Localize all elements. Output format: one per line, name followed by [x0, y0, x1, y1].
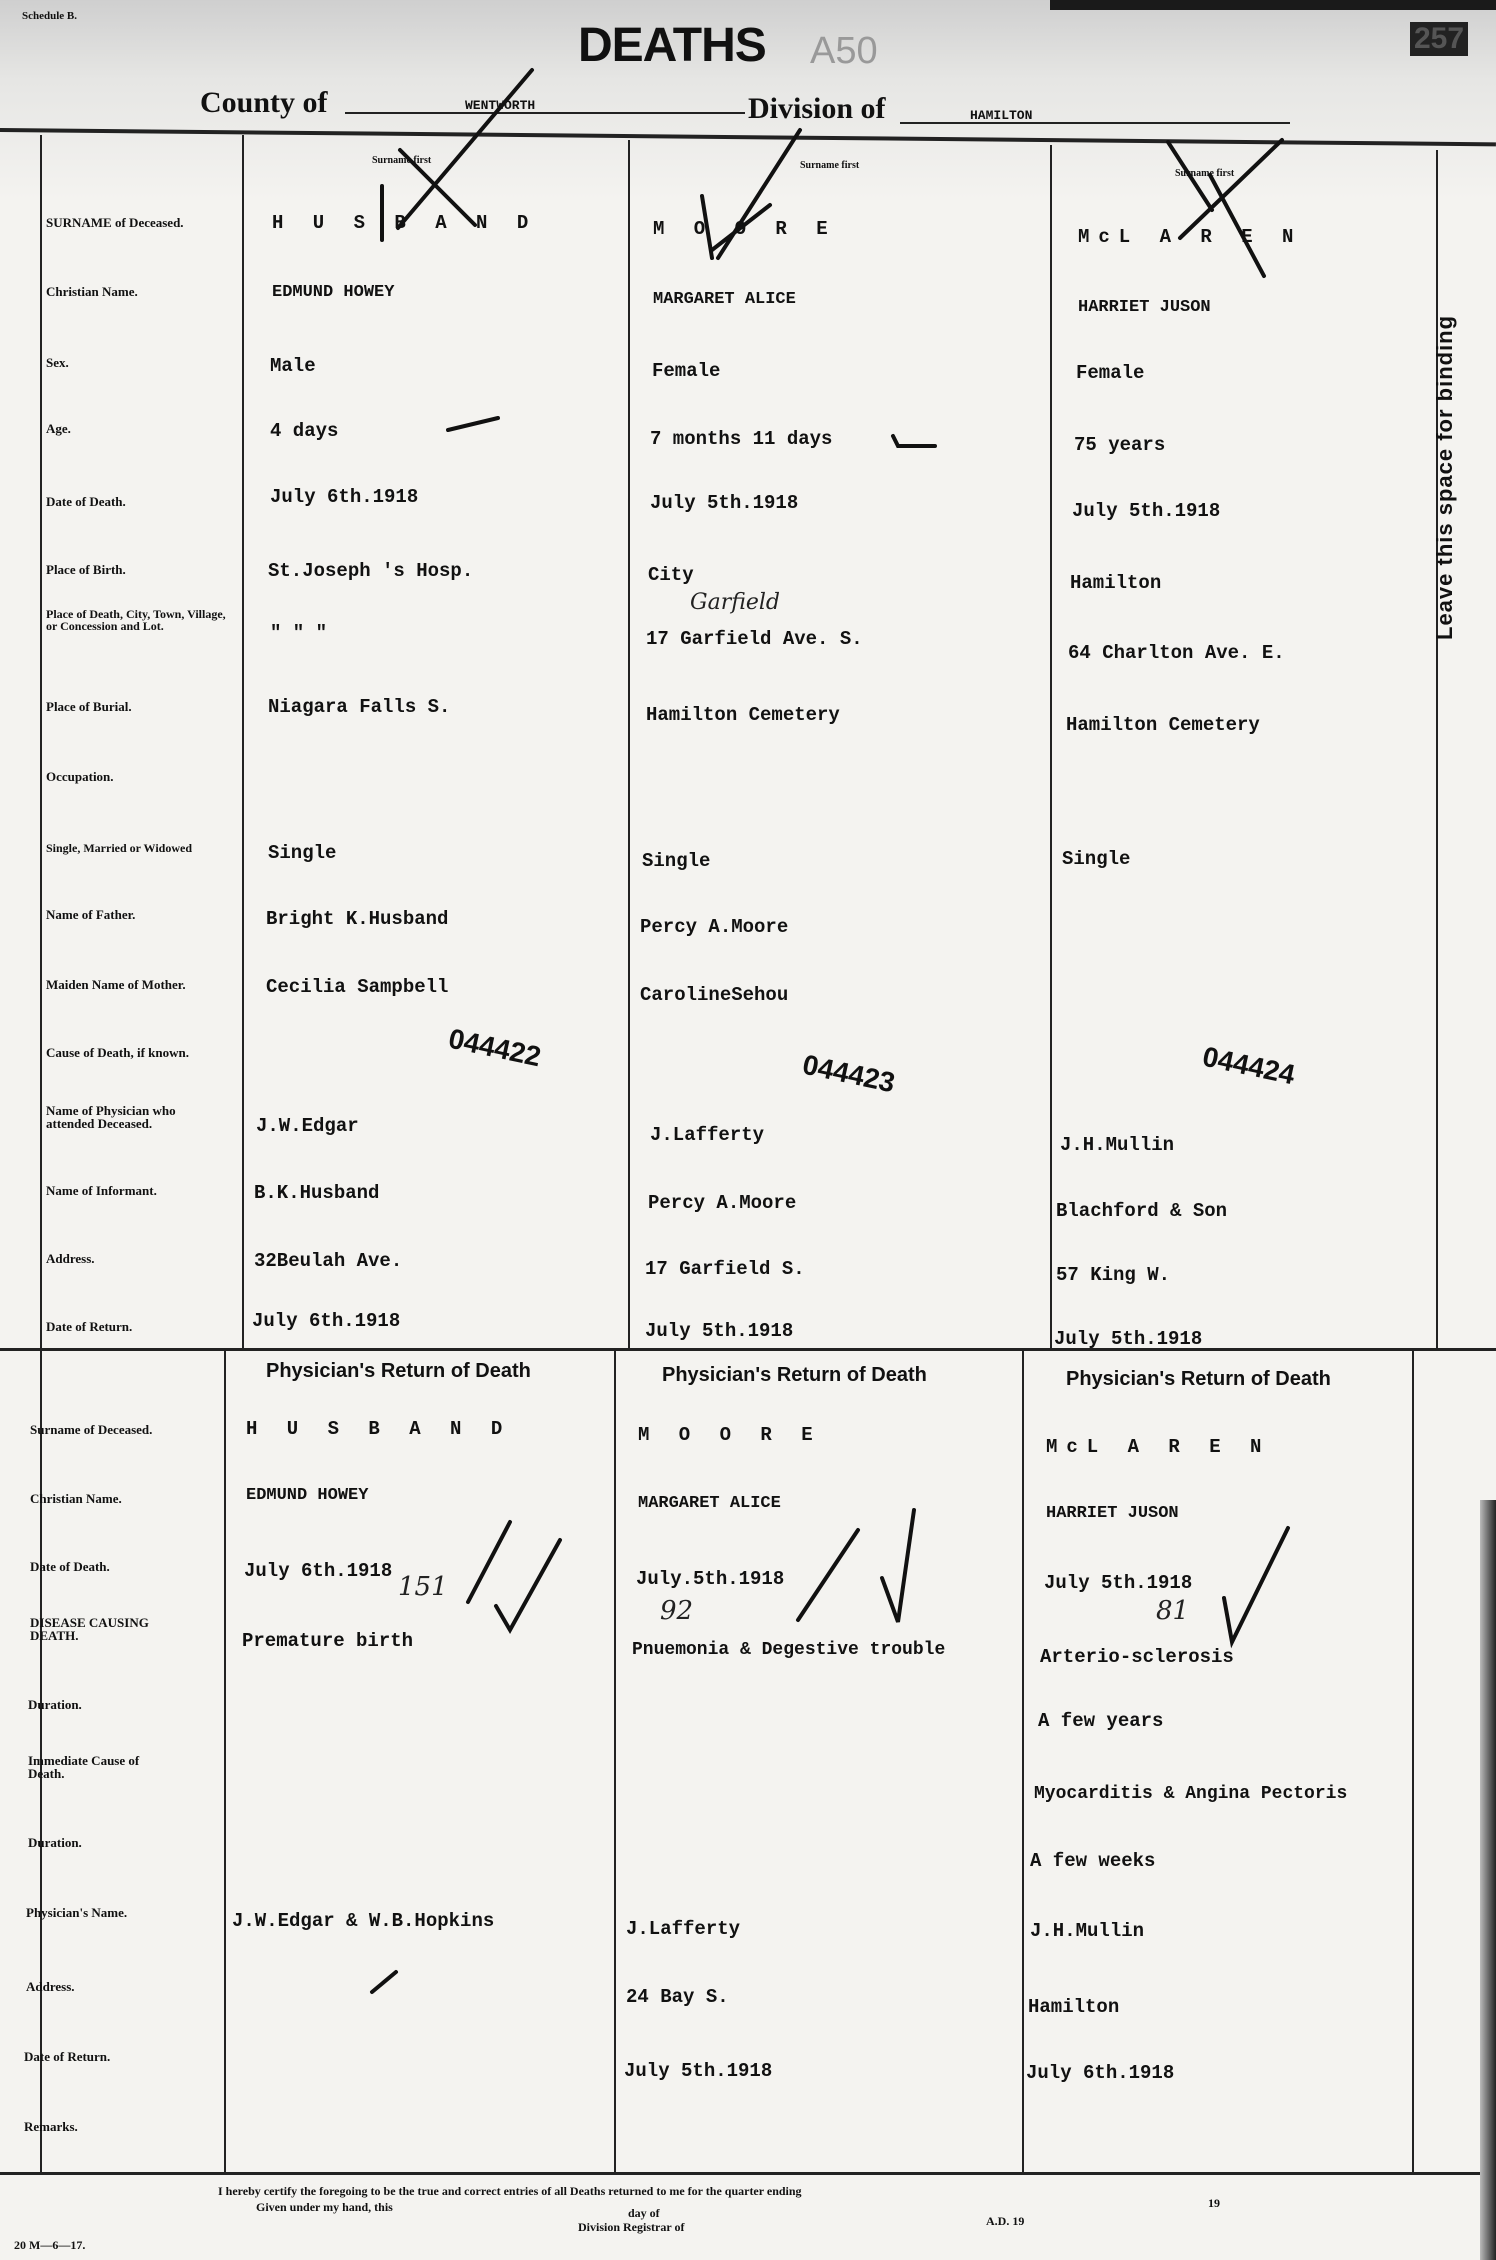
surname: H U S B A N D	[246, 1418, 512, 1440]
row-label: Christian Name.	[30, 1491, 122, 1506]
date-of-return: July 6th.1918	[252, 1310, 401, 1332]
row-label: Address.	[26, 1979, 75, 1994]
cause-code: 81	[1156, 1596, 1190, 1626]
duration: A few years	[1038, 1710, 1164, 1732]
row-label: Date of Return.	[46, 1319, 133, 1334]
immediate-duration: A few weeks	[1030, 1850, 1156, 1872]
row-label: Date of Death.	[46, 494, 126, 509]
row-label: Occupation.	[46, 769, 114, 784]
date-of-return: July 5th.1918	[645, 1320, 794, 1342]
physician-name: J.Lafferty	[626, 1918, 741, 1940]
row-label: Age.	[46, 421, 71, 436]
county-value: WENTWORTH	[465, 98, 536, 113]
physician-name: J.H.Mullin	[1060, 1134, 1175, 1156]
page-number: 257	[1410, 22, 1468, 56]
row-label: Cause of Death, if known.	[46, 1045, 190, 1060]
place-of-death: 17 Garfield Ave. S.	[646, 628, 863, 650]
sex: Male	[270, 355, 316, 377]
row-label: SURNAME of Deceased.	[46, 215, 184, 230]
surname: M O O R E	[638, 1424, 822, 1446]
section-heading: Physician's Return of Death	[662, 1364, 927, 1386]
disease: Premature birth	[242, 1630, 414, 1652]
mother-maiden-name: CarolineSehou	[640, 984, 789, 1006]
date-of-death: July.5th.1918	[636, 1568, 785, 1590]
title-bleed: A50	[810, 30, 878, 72]
row-label: Name of Physician who attended Deceased.	[46, 1103, 176, 1131]
place-of-burial: Niagara Falls S.	[268, 696, 451, 718]
date-of-return: July 6th.1918	[1026, 2062, 1175, 2084]
row-label: Sex.	[46, 355, 69, 370]
address: 57 King W.	[1056, 1264, 1171, 1286]
age: 4 days	[270, 420, 339, 442]
row-label: Single, Married or Widowed	[46, 841, 193, 855]
surname-first-note: Surname first	[372, 155, 432, 166]
date-of-return: July 5th.1918	[624, 2060, 773, 2082]
registration-number-stamp: 044424	[1199, 1040, 1298, 1091]
row-label: Place of Burial.	[46, 699, 132, 714]
row-label: Date of Return.	[24, 2049, 111, 2064]
binding-note: Leave this space for binding	[1432, 314, 1457, 640]
page-title: DEATHS	[578, 19, 766, 72]
informant-name: Percy A.Moore	[648, 1192, 797, 1214]
place-of-death: " " "	[270, 622, 328, 644]
date-of-death: July 5th.1918	[1072, 500, 1221, 522]
address: 24 Bay S.	[626, 1986, 729, 2008]
county-label: County of	[200, 86, 328, 119]
physician-name: J.W.Edgar	[256, 1115, 359, 1137]
row-label: Physician's Name.	[26, 1905, 128, 1920]
row-label: Place of Birth.	[46, 562, 126, 577]
row-label: Christian Name.	[46, 284, 138, 299]
registrar-text: Division Registrar of	[578, 2220, 685, 2234]
place-of-birth: St.Joseph 's Hosp.	[268, 560, 474, 582]
division-value: HAMILTON	[970, 108, 1033, 123]
informant-name: B.K.Husband	[254, 1182, 380, 1204]
row-label: DISEASE CAUSING DEATH.	[30, 1615, 149, 1643]
christian-name: EDMUND HOWEY	[272, 283, 395, 302]
sex: Female	[1076, 362, 1145, 384]
christian-name: HARRIET JUSON	[1078, 298, 1211, 317]
certification-text: I hereby certify the foregoing to be the true and correct entries of all Deaths returned to me for the quarter ending	[218, 2184, 802, 2198]
year-field: 19	[1208, 2196, 1220, 2210]
physician-name: J.Lafferty	[650, 1124, 765, 1146]
physician-name: J.H.Mullin	[1030, 1920, 1145, 1942]
address: Hamilton	[1028, 1996, 1120, 2018]
surname-first-note: Surname first	[1175, 168, 1235, 179]
row-label: Name of Father.	[46, 907, 136, 922]
division-label: Division of	[748, 92, 886, 125]
place-of-birth: City	[648, 564, 694, 586]
day-of-text: day of	[628, 2206, 660, 2220]
handwritten-correction: Garfield	[690, 590, 781, 615]
christian-name: MARGARET ALICE	[638, 1494, 781, 1513]
registration-number-stamp: 044423	[799, 1048, 898, 1099]
registration-number-stamp: 044422	[445, 1022, 544, 1073]
date-of-return: July 5th.1918	[1054, 1328, 1203, 1350]
row-label: Date of Death.	[30, 1559, 110, 1574]
given-text: Given under my hand, this	[256, 2200, 393, 2214]
cause-code: 92	[660, 1596, 694, 1626]
mother-maiden-name: Cecilia Sampbell	[266, 976, 449, 998]
disease: Arterio-sclerosis	[1040, 1646, 1234, 1668]
date-of-death: July 5th.1918	[650, 492, 799, 514]
place-of-burial: Hamilton Cemetery	[1066, 714, 1260, 736]
place-of-burial: Hamilton Cemetery	[646, 704, 840, 726]
father-name: Bright K.Husband	[266, 908, 449, 930]
marital-status: Single	[1062, 848, 1131, 870]
age: 75 years	[1074, 434, 1166, 456]
surname: McL A R E N	[1046, 1436, 1271, 1458]
immediate-cause: Myocarditis & Angina Pectoris	[1034, 1784, 1348, 1804]
date-of-death: July 5th.1918	[1044, 1572, 1193, 1594]
row-label: Duration.	[28, 1835, 82, 1850]
address: 17 Garfield S.	[645, 1258, 805, 1280]
informant-name: Blachford & Son	[1056, 1200, 1228, 1222]
physician-name: J.W.Edgar & W.B.Hopkins	[232, 1910, 495, 1932]
row-label: Place of Death, City, Town, Village, or Concession and Lot.	[46, 607, 226, 633]
row-label: Name of Informant.	[46, 1183, 157, 1198]
christian-name: HARRIET JUSON	[1046, 1504, 1179, 1523]
marital-status: Single	[642, 850, 711, 872]
father-name: Percy A.Moore	[640, 916, 789, 938]
surname: H U S B A N D	[272, 212, 538, 234]
place-of-birth: Hamilton	[1070, 572, 1162, 594]
christian-name: EDMUND HOWEY	[246, 1486, 369, 1505]
section-heading: Physician's Return of Death	[1066, 1368, 1331, 1390]
row-label: Immediate Cause of Death.	[28, 1753, 140, 1781]
address: 32Beulah Ave.	[254, 1250, 403, 1272]
marital-status: Single	[268, 842, 337, 864]
age: 7 months 11 days	[650, 428, 833, 450]
sex: Female	[652, 360, 721, 382]
cause-code: 151	[398, 1572, 448, 1602]
surname: M O O R E	[653, 218, 837, 240]
row-label: Maiden Name of Mother.	[46, 977, 186, 992]
place-of-death: 64 Charlton Ave. E.	[1068, 642, 1285, 664]
surname-first-note: Surname first	[800, 160, 860, 171]
date-of-death: July 6th.1918	[270, 486, 419, 508]
disease: Pnuemonia & Degestive trouble	[632, 1640, 946, 1660]
row-label: Address.	[46, 1251, 95, 1266]
row-label: Duration.	[28, 1697, 82, 1712]
schedule-label: Schedule B.	[22, 10, 78, 22]
row-label: Surname of Deceased.	[30, 1422, 153, 1437]
form-number: 20 M—6—17.	[14, 2238, 86, 2252]
section-heading: Physician's Return of Death	[266, 1360, 531, 1382]
ad-text: A.D. 19	[986, 2214, 1025, 2228]
date-of-death: July 6th.1918	[244, 1560, 393, 1582]
surname: McL A R E N	[1078, 226, 1303, 248]
row-label: Remarks.	[24, 2119, 78, 2134]
christian-name: MARGARET ALICE	[653, 290, 796, 309]
